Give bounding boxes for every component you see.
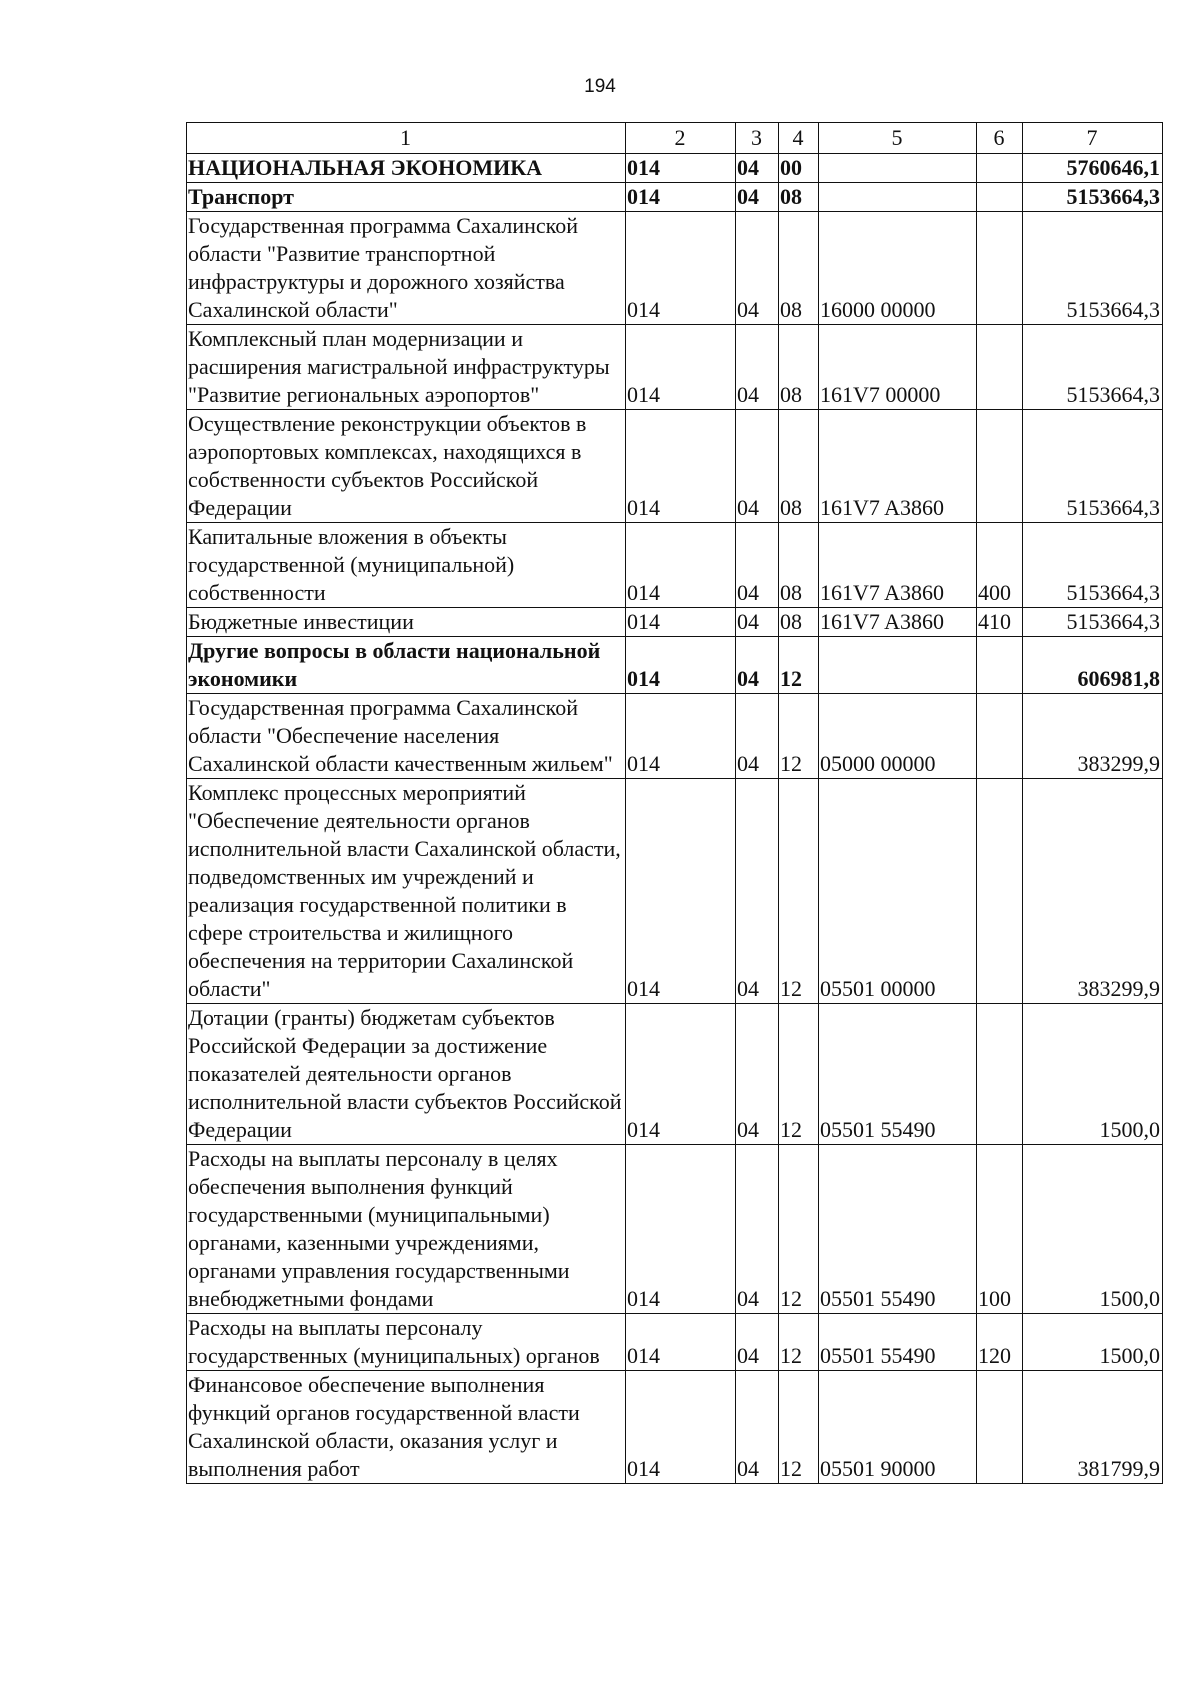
column-header: 1 — [187, 123, 626, 154]
row-csr-cell: 05501 00000 — [819, 779, 977, 1004]
row-sum-cell: 1500,0 — [1023, 1004, 1163, 1145]
row-csr-cell: 05501 90000 — [819, 1371, 977, 1484]
row-rz-cell: 04 — [736, 154, 779, 183]
row-pr-cell: 00 — [779, 154, 819, 183]
table-row — [187, 183, 1163, 212]
row-pr-cell: 08 — [779, 183, 819, 212]
row-pr-cell: 08 — [779, 325, 819, 410]
row-name-cell: Капитальные вложения в объекты государственной (муниципальной) собственности — [187, 523, 626, 608]
budget-table — [186, 122, 1163, 1484]
row-name-cell: Финансовое обеспечение выполнения функций органов государственной власти Сахалинской области, оказания услуг и выполнения работ — [187, 1371, 626, 1484]
row-name-cell: Расходы на выплаты персоналу в целях обеспечения выполнения функций государственными (муниципальными) органами, казенными учреждениями, органами управления государственными внебюджетными фондами — [187, 1145, 626, 1314]
row-gr-cell: 014 — [626, 637, 736, 694]
row-sum-cell: 381799,9 — [1023, 1371, 1163, 1484]
row-csr-cell — [819, 637, 977, 694]
column-header: 5 — [819, 123, 977, 154]
row-rz-cell: 04 — [736, 1314, 779, 1371]
row-sum-cell: 383299,9 — [1023, 779, 1163, 1004]
column-header: 7 — [1023, 123, 1163, 154]
row-csr-cell: 161V7 A3860 — [819, 523, 977, 608]
row-pr-cell: 08 — [779, 410, 819, 523]
row-vr-cell — [977, 1371, 1023, 1484]
row-pr-cell: 12 — [779, 1314, 819, 1371]
row-gr-cell: 014 — [626, 779, 736, 1004]
table-row — [187, 1004, 1163, 1145]
row-rz-cell: 04 — [736, 212, 779, 325]
table-row — [187, 779, 1163, 1004]
row-gr-cell: 014 — [626, 608, 736, 637]
row-pr-cell: 12 — [779, 694, 819, 779]
row-csr-cell: 161V7 A3860 — [819, 410, 977, 523]
row-vr-cell: 410 — [977, 608, 1023, 637]
row-csr-cell: 05501 55490 — [819, 1145, 977, 1314]
row-gr-cell: 014 — [626, 410, 736, 523]
row-pr-cell: 08 — [779, 523, 819, 608]
row-gr-cell: 014 — [626, 694, 736, 779]
row-rz-cell: 04 — [736, 1145, 779, 1314]
table-row — [187, 1371, 1163, 1484]
row-rz-cell: 04 — [736, 1371, 779, 1484]
row-rz-cell: 04 — [736, 637, 779, 694]
row-name-cell: Расходы на выплаты персоналу государственных (муниципальных) органов — [187, 1314, 626, 1371]
row-vr-cell — [977, 779, 1023, 1004]
row-csr-cell: 05000 00000 — [819, 694, 977, 779]
row-sum-cell: 606981,8 — [1023, 637, 1163, 694]
table-row — [187, 410, 1163, 523]
row-pr-cell: 12 — [779, 637, 819, 694]
row-gr-cell: 014 — [626, 1371, 736, 1484]
row-sum-cell: 5760646,1 — [1023, 154, 1163, 183]
table-header-row — [187, 123, 1163, 154]
row-name-cell: Дотации (гранты) бюджетам субъектов Российской Федерации за достижение показателей деятельности органов исполнительной власти субъектов Российской Федерации — [187, 1004, 626, 1145]
table-row — [187, 1145, 1163, 1314]
row-vr-cell: 120 — [977, 1314, 1023, 1371]
row-pr-cell: 12 — [779, 1145, 819, 1314]
row-csr-cell — [819, 154, 977, 183]
row-pr-cell: 08 — [779, 212, 819, 325]
row-vr-cell — [977, 410, 1023, 523]
row-gr-cell: 014 — [626, 523, 736, 608]
column-header: 6 — [977, 123, 1023, 154]
row-name-cell: Комплексный план модернизации и расширения магистральной инфраструктуры "Развитие региональных аэропортов" — [187, 325, 626, 410]
row-vr-cell: 400 — [977, 523, 1023, 608]
column-header: 2 — [626, 123, 736, 154]
row-vr-cell — [977, 637, 1023, 694]
row-pr-cell: 08 — [779, 608, 819, 637]
row-vr-cell: 100 — [977, 1145, 1023, 1314]
table-body — [187, 154, 1163, 1484]
table-row — [187, 608, 1163, 637]
row-vr-cell — [977, 694, 1023, 779]
row-pr-cell: 12 — [779, 1371, 819, 1484]
row-name-cell: НАЦИОНАЛЬНАЯ ЭКОНОМИКА — [187, 154, 626, 183]
row-vr-cell — [977, 183, 1023, 212]
row-sum-cell: 1500,0 — [1023, 1145, 1163, 1314]
row-rz-cell: 04 — [736, 779, 779, 1004]
table-row — [187, 523, 1163, 608]
row-gr-cell: 014 — [626, 1314, 736, 1371]
row-csr-cell: 16000 00000 — [819, 212, 977, 325]
row-csr-cell: 05501 55490 — [819, 1314, 977, 1371]
row-sum-cell: 5153664,3 — [1023, 325, 1163, 410]
row-gr-cell: 014 — [626, 325, 736, 410]
row-vr-cell — [977, 325, 1023, 410]
row-name-cell: Транспорт — [187, 183, 626, 212]
row-vr-cell — [977, 154, 1023, 183]
row-name-cell: Другие вопросы в области национальной экономики — [187, 637, 626, 694]
row-sum-cell: 5153664,3 — [1023, 410, 1163, 523]
row-sum-cell: 5153664,3 — [1023, 523, 1163, 608]
row-csr-cell: 05501 55490 — [819, 1004, 977, 1145]
row-gr-cell: 014 — [626, 1145, 736, 1314]
column-header: 3 — [736, 123, 779, 154]
row-csr-cell: 161V7 00000 — [819, 325, 977, 410]
row-rz-cell: 04 — [736, 608, 779, 637]
row-gr-cell: 014 — [626, 183, 736, 212]
row-pr-cell: 12 — [779, 1004, 819, 1145]
table-row — [187, 694, 1163, 779]
row-sum-cell: 5153664,3 — [1023, 608, 1163, 637]
table-row — [187, 154, 1163, 183]
row-rz-cell: 04 — [736, 694, 779, 779]
row-name-cell: Комплекс процессных мероприятий "Обеспечение деятельности органов исполнительной власти Сахалинской области, подведомственных им учреждений и реализация государственной политики в сфере строительства и жилищного обеспечения на территории Сахалинской области" — [187, 779, 626, 1004]
row-gr-cell: 014 — [626, 212, 736, 325]
row-rz-cell: 04 — [736, 1004, 779, 1145]
row-csr-cell: 161V7 A3860 — [819, 608, 977, 637]
row-name-cell: Государственная программа Сахалинской области "Обеспечение населения Сахалинской области качественным жильем" — [187, 694, 626, 779]
row-name-cell: Осуществление реконструкции объектов в аэропортовых комплексах, находящихся в собственности субъектов Российской Федерации — [187, 410, 626, 523]
row-pr-cell: 12 — [779, 779, 819, 1004]
row-sum-cell: 1500,0 — [1023, 1314, 1163, 1371]
table-row — [187, 637, 1163, 694]
row-vr-cell — [977, 1004, 1023, 1145]
row-rz-cell: 04 — [736, 183, 779, 212]
row-rz-cell: 04 — [736, 410, 779, 523]
row-rz-cell: 04 — [736, 523, 779, 608]
row-rz-cell: 04 — [736, 325, 779, 410]
column-header: 4 — [779, 123, 819, 154]
row-name-cell: Государственная программа Сахалинской области "Развитие транспортной инфраструктуры и дорожного хозяйства Сахалинской области" — [187, 212, 626, 325]
row-sum-cell: 5153664,3 — [1023, 183, 1163, 212]
row-vr-cell — [977, 212, 1023, 325]
row-sum-cell: 5153664,3 — [1023, 212, 1163, 325]
row-name-cell: Бюджетные инвестиции — [187, 608, 626, 637]
page-number: 194 — [584, 76, 616, 97]
table-row — [187, 325, 1163, 410]
row-csr-cell — [819, 183, 977, 212]
row-sum-cell: 383299,9 — [1023, 694, 1163, 779]
table-row — [187, 1314, 1163, 1371]
row-gr-cell: 014 — [626, 154, 736, 183]
table-row — [187, 212, 1163, 325]
row-gr-cell: 014 — [626, 1004, 736, 1145]
